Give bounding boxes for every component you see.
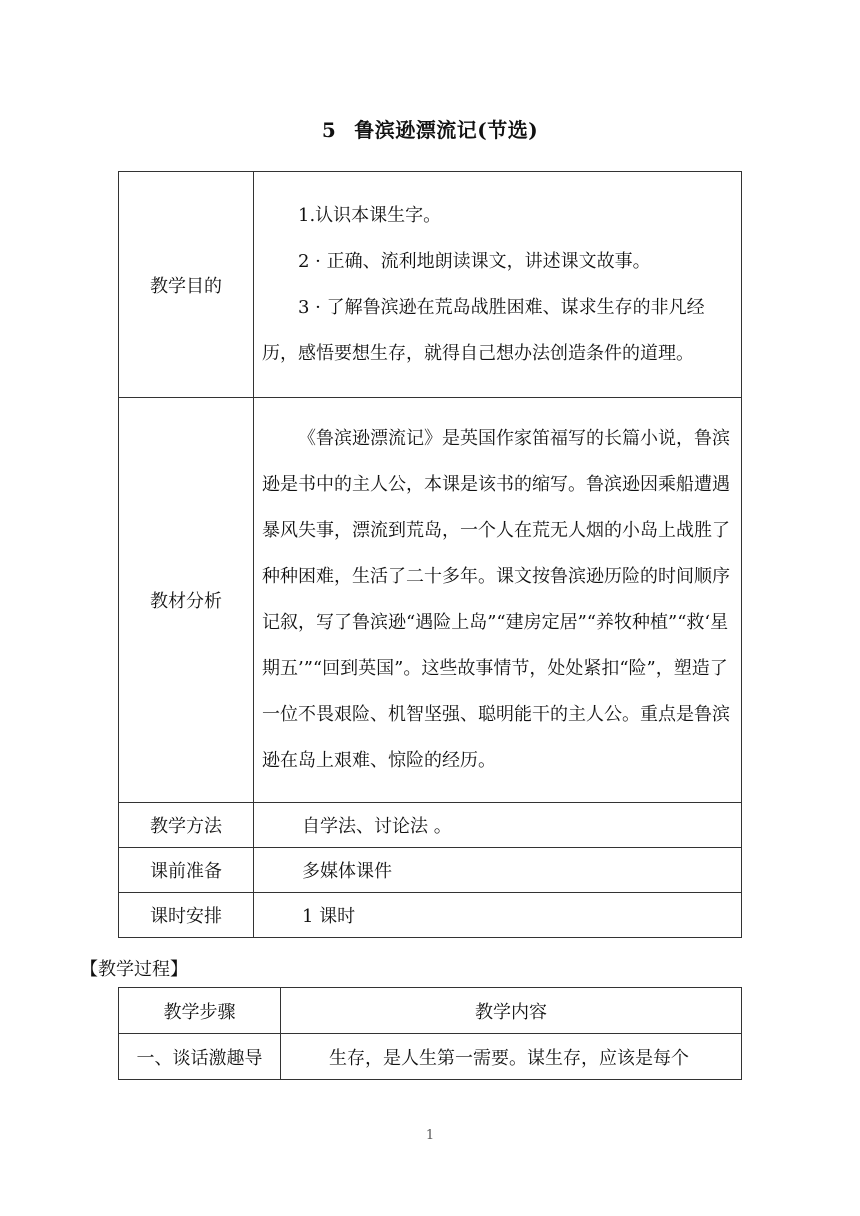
- preparation-row: [119, 848, 742, 893]
- objectives-row: [119, 172, 742, 398]
- analysis-text: 《鲁滨逊漂流记》是英国作家笛福写的长篇小说，鲁滨逊是书中的主人公，本课是该书的缩写。鲁滨逊因乘船遭遇暴风失事，漂流到荒岛，一个人在荒无人烟的小岛上战胜了种种困难，生活了二十多年。课文按鲁滨逊历险的时间顺序记叙，写了鲁滨逊“遇险上岛”“建房定居”“养牧种植”“救‘星期五’”“回到英国”。这些故事情节，处处紧扣“险”，塑造了一位不畏艰险、机智坚强、聪明能干的主人公。重点是鲁滨逊在岛上艰难、惊险的经历。: [262, 428, 730, 771]
- schedule-label: 课时安排: [119, 893, 254, 938]
- schedule-value: 1 课时: [254, 893, 742, 938]
- objective-item: 2 · 正确、流利地朗读课文，讲述课文故事。: [298, 250, 651, 272]
- lesson-info-table: [118, 171, 742, 938]
- lesson-title: 鲁滨逊漂流记(节选): [354, 118, 539, 142]
- process-table: [118, 987, 742, 1080]
- preparation-value: 多媒体课件: [254, 848, 742, 893]
- analysis-label: 教材分析: [119, 398, 254, 803]
- lesson-number: 5: [321, 118, 337, 142]
- method-label: 教学方法: [119, 803, 254, 848]
- process-step: 一、谈话激趣导: [119, 1034, 281, 1080]
- objectives-label: 教学目的: [119, 172, 254, 398]
- objectives-content: [254, 172, 742, 398]
- method-row: [119, 803, 742, 848]
- header-step: 教学步骤: [119, 988, 281, 1034]
- process-header-row: [119, 988, 742, 1034]
- objective-item: 1.认识本课生字。: [298, 204, 442, 226]
- page-number: 1: [425, 1128, 435, 1143]
- process-row: [119, 1034, 742, 1080]
- process-section-label: 【教学过程】: [80, 959, 188, 980]
- schedule-row: [119, 893, 742, 938]
- page-title: [0, 114, 860, 143]
- process-content: 生存，是人生第一需要。谋生存，应该是每个: [281, 1034, 742, 1080]
- analysis-content: [254, 398, 742, 803]
- preparation-label: 课前准备: [119, 848, 254, 893]
- analysis-row: [119, 398, 742, 803]
- objective-item: 3 · 了解鲁滨逊在荒岛战胜困难、谋求生存的非凡经历，感悟要想生存，就得自己想办法创造条件的道理。: [262, 296, 705, 364]
- header-content: 教学内容: [281, 988, 742, 1034]
- method-value: 自学法、讨论法 。: [254, 803, 742, 848]
